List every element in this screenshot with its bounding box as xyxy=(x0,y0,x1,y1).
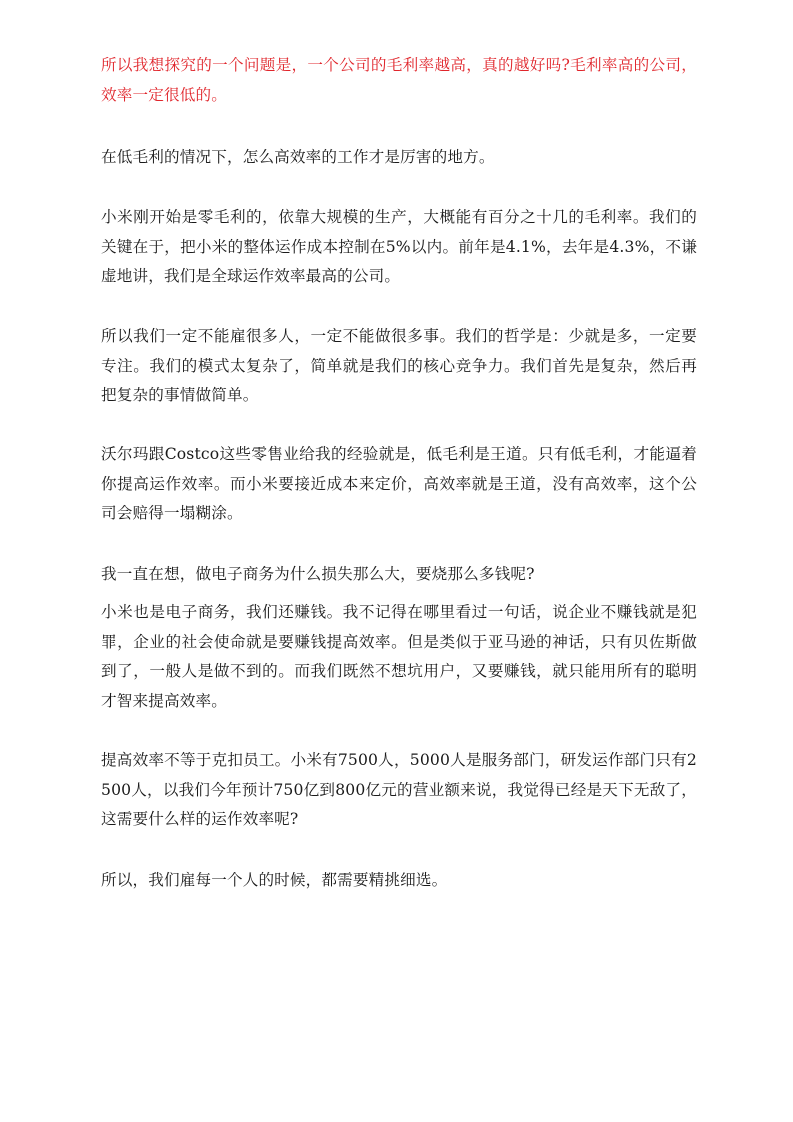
paragraph-question-gross-margin: 所以我想探究的一个问题是，一个公司的毛利率越高，真的越好吗?毛利率高的公司，效率一定很低的。 xyxy=(101,56,697,104)
paragraph-xiaomi-ecommerce-profit: 小米也是电子商务，我们还赚钱。我不记得在哪里看过一句话，说企业不赚钱就是犯罪，企业的社会使命就是要赚钱提高效率。但是类似于亚马逊的神话，只有贝佐斯做到了，一般人是做不到的。而我们既然不想坑用户，又要赚钱，就只能用所有的聪明才智来提高效率。 xyxy=(101,603,697,710)
paragraph-xiaomi-cost-control: 小米刚开始是零毛利的，依靠大规模的生产，大概能有百分之十几的毛利率。我们的关键在于，把小米的整体运作成本控制在5%以内。前年是4.1%，去年是4.3%，不谦虚地讲，我们是全球运作效率最高的公司。 xyxy=(101,208,697,286)
paragraph-less-is-more: 所以我们一定不能雇很多人，一定不能做很多事。我们的哲学是：少就是多，一定要专注。我们的模式太复杂了，简单就是我们的核心竞争力。我们首先是复杂，然后再把复杂的事情做简单。 xyxy=(101,327,697,405)
paragraph-low-margin-efficiency: 在低毛利的情况下，怎么高效率的工作才是厉害的地方。 xyxy=(101,148,495,166)
paragraph-ecommerce-question: 我一直在想，做电子商务为什么损失那么大，要烧那么多钱呢? xyxy=(101,565,535,583)
paragraph-careful-hiring: 所以，我们雇每一个人的时候，都需要精挑细选。 xyxy=(101,871,448,889)
paragraph-staff-efficiency: 提高效率不等于克扣员工。小米有7500人，5000人是服务部门，研发运作部门只有2500人，以我们今年预计750亿到800亿元的营业额来说，我觉得已经是天下无敌了，这需要什么样的运作效率呢? xyxy=(101,751,697,829)
paragraph-walmart-costco: 沃尔玛跟Costco这些零售业给我的经验就是，低毛利是王道。只有低毛利，才能逼着你提高运作效率。而小米要接近成本来定价，高效率就是王道，没有高效率，这个公司会赔得一塌糊涂。 xyxy=(101,445,697,523)
